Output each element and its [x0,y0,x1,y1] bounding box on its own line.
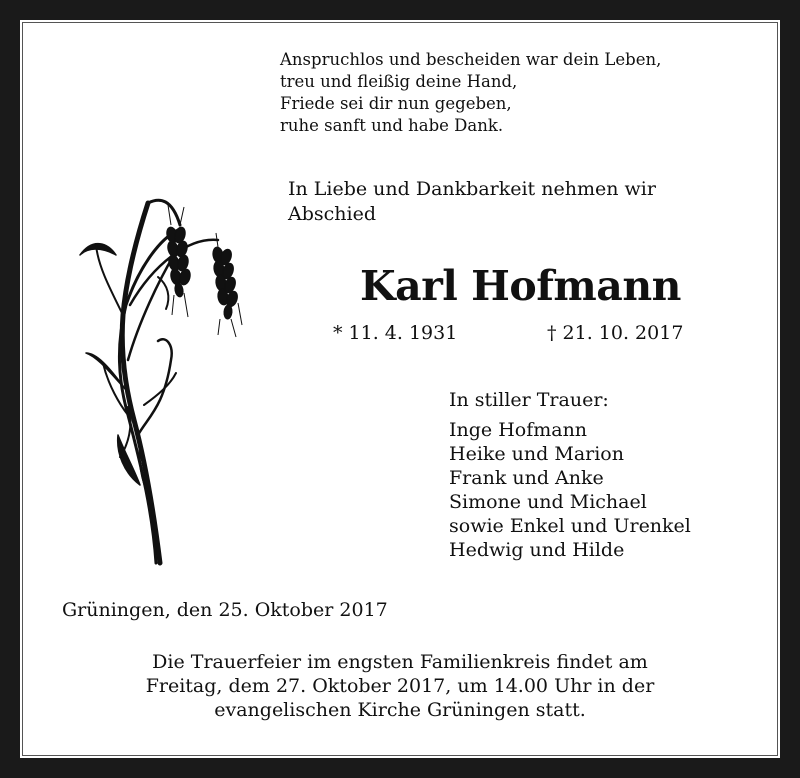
wheat-stalks-icon [68,185,258,570]
intro-line: In Liebe und Dankbarkeit nehmen wir [288,178,656,200]
memorial-poem [280,49,661,137]
deceased-name: Karl Hofmann [360,262,681,310]
mourner-name: Frank und Anke [449,467,604,489]
mourner-name: Hedwig und Hilde [449,539,625,561]
service-line: Die Trauerfeier im engsten Familienkreis findet am [152,651,648,673]
intro-line: Abschied [288,203,376,225]
mourner-name: Simone und Michael [449,491,647,513]
mourners-heading: In stiller Trauer: [449,389,609,411]
birth-date: * 11. 4. 1931 [333,322,458,344]
poem-line: Friede sei dir nun gegeben, [280,94,512,113]
death-date: † 21. 10. 2017 [547,322,684,344]
funeral-service-info [60,650,740,722]
place-and-date: Grüningen, den 25. Oktober 2017 [62,599,388,621]
farewell-intro [288,177,656,227]
mourner-name: Inge Hofmann [449,419,588,441]
mourner-name: Heike und Marion [449,443,624,465]
mourner-name: sowie Enkel und Urenkel [449,515,691,537]
poem-line: ruhe sanft und habe Dank. [280,116,504,135]
service-line: evangelischen Kirche Grüningen statt. [214,699,586,721]
poem-line: Anspruchlos und bescheiden war dein Leben, [280,50,662,69]
poem-line: treu und fleißig deine Hand, [280,72,518,91]
service-line: Freitag, dem 27. Oktober 2017, um 14.00 Uhr in der [145,675,655,697]
mourners-list [449,388,691,562]
